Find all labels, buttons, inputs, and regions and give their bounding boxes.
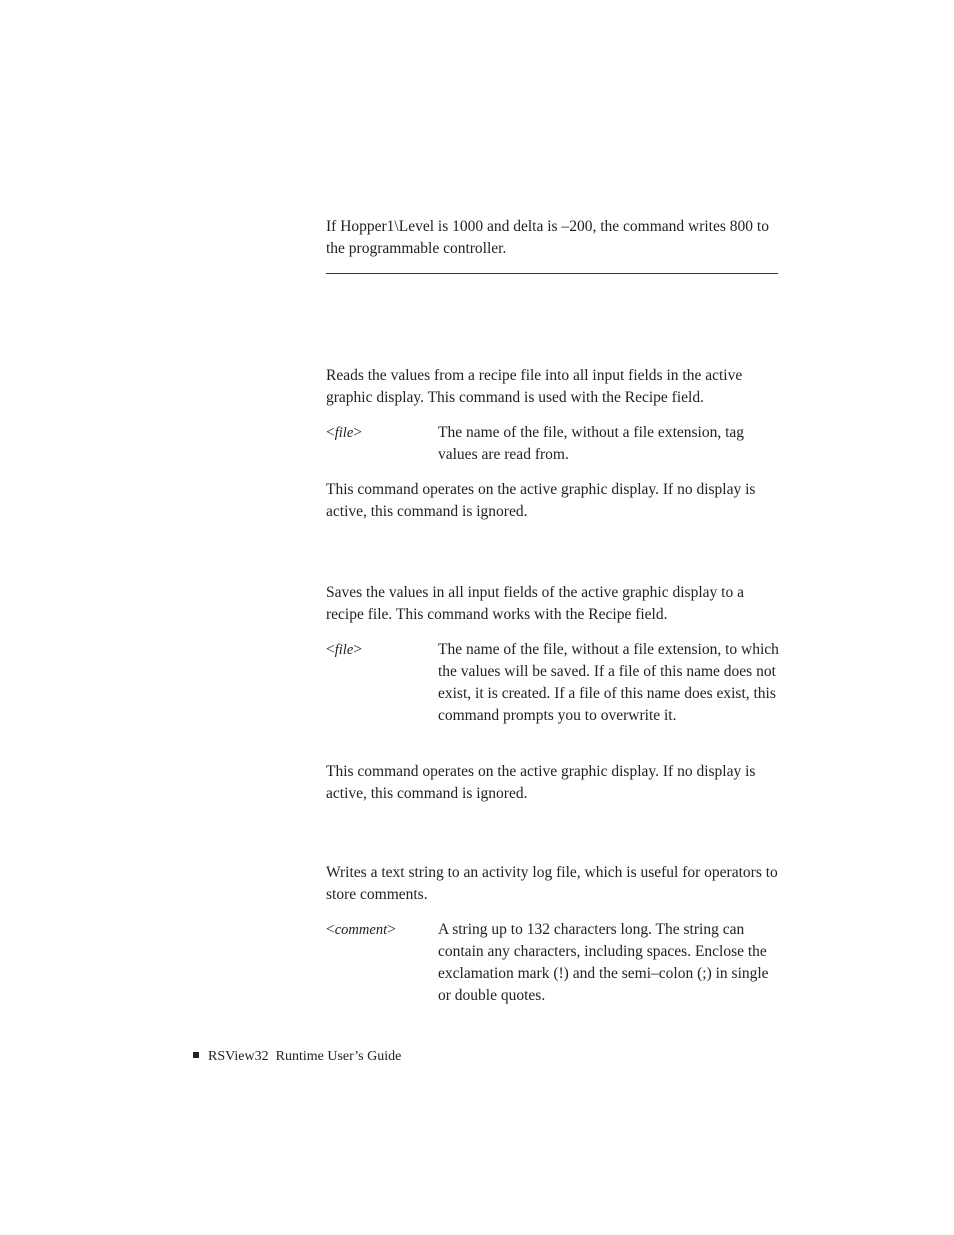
recipe-save-note: This command operates on the active graphic display. If no display is active, this command is ignored. <box>326 763 756 802</box>
param-close-bracket: > <box>353 424 363 441</box>
recipe-save-parameter <box>326 639 782 727</box>
recipe-restore-parameter <box>326 422 782 466</box>
param-name: file <box>334 642 354 658</box>
footer-title: RSView32 Runtime User’s Guide <box>208 1049 402 1064</box>
section-divider <box>326 273 778 274</box>
intro-paragraph: If Hopper1\Level is 1000 and delta is –200, the command writes 800 to the programmable controller. <box>326 218 769 257</box>
remark-parameter <box>326 919 782 1007</box>
parameter-description: A string up to 132 characters long. The string can contain any characters, including spaces. Enclose the exclamation mark (!) and the semi–colon (;) in single or double quotes. <box>438 921 769 1004</box>
param-name: comment <box>334 922 388 938</box>
parameter-term <box>326 639 436 661</box>
parameter-description: The name of the file, without a file extension, tag values are read from. <box>438 424 745 463</box>
param-open-bracket: < <box>326 641 335 658</box>
parameter-description: The name of the file, without a file extension, to which the values will be saved. If a file of this name does not exist, it is created. If a file of this name does exist, this command prompts you to overwrite it. <box>438 641 779 724</box>
square-bullet-icon <box>193 1052 199 1058</box>
recipe-save-description: Saves the values in all input fields of the active graphic display to a recipe file. This command works with the Recipe field. <box>326 584 744 623</box>
page-footer <box>193 1047 401 1067</box>
recipe-restore-note: This command operates on the active graphic display. If no display is active, this command is ignored. <box>326 481 756 520</box>
param-close-bracket: > <box>353 641 363 658</box>
recipe-restore-description: Reads the values from a recipe file into all input fields in the active graphic display. This command is used with the Recipe field. <box>326 367 743 406</box>
param-name: file <box>334 425 354 441</box>
param-open-bracket: < <box>326 424 335 441</box>
remark-description: Writes a text string to an activity log file, which is useful for operators to store comments. <box>326 864 778 903</box>
param-open-bracket: < <box>326 921 335 938</box>
param-close-bracket: > <box>387 921 396 938</box>
parameter-term <box>326 422 436 444</box>
parameter-term <box>326 919 436 941</box>
